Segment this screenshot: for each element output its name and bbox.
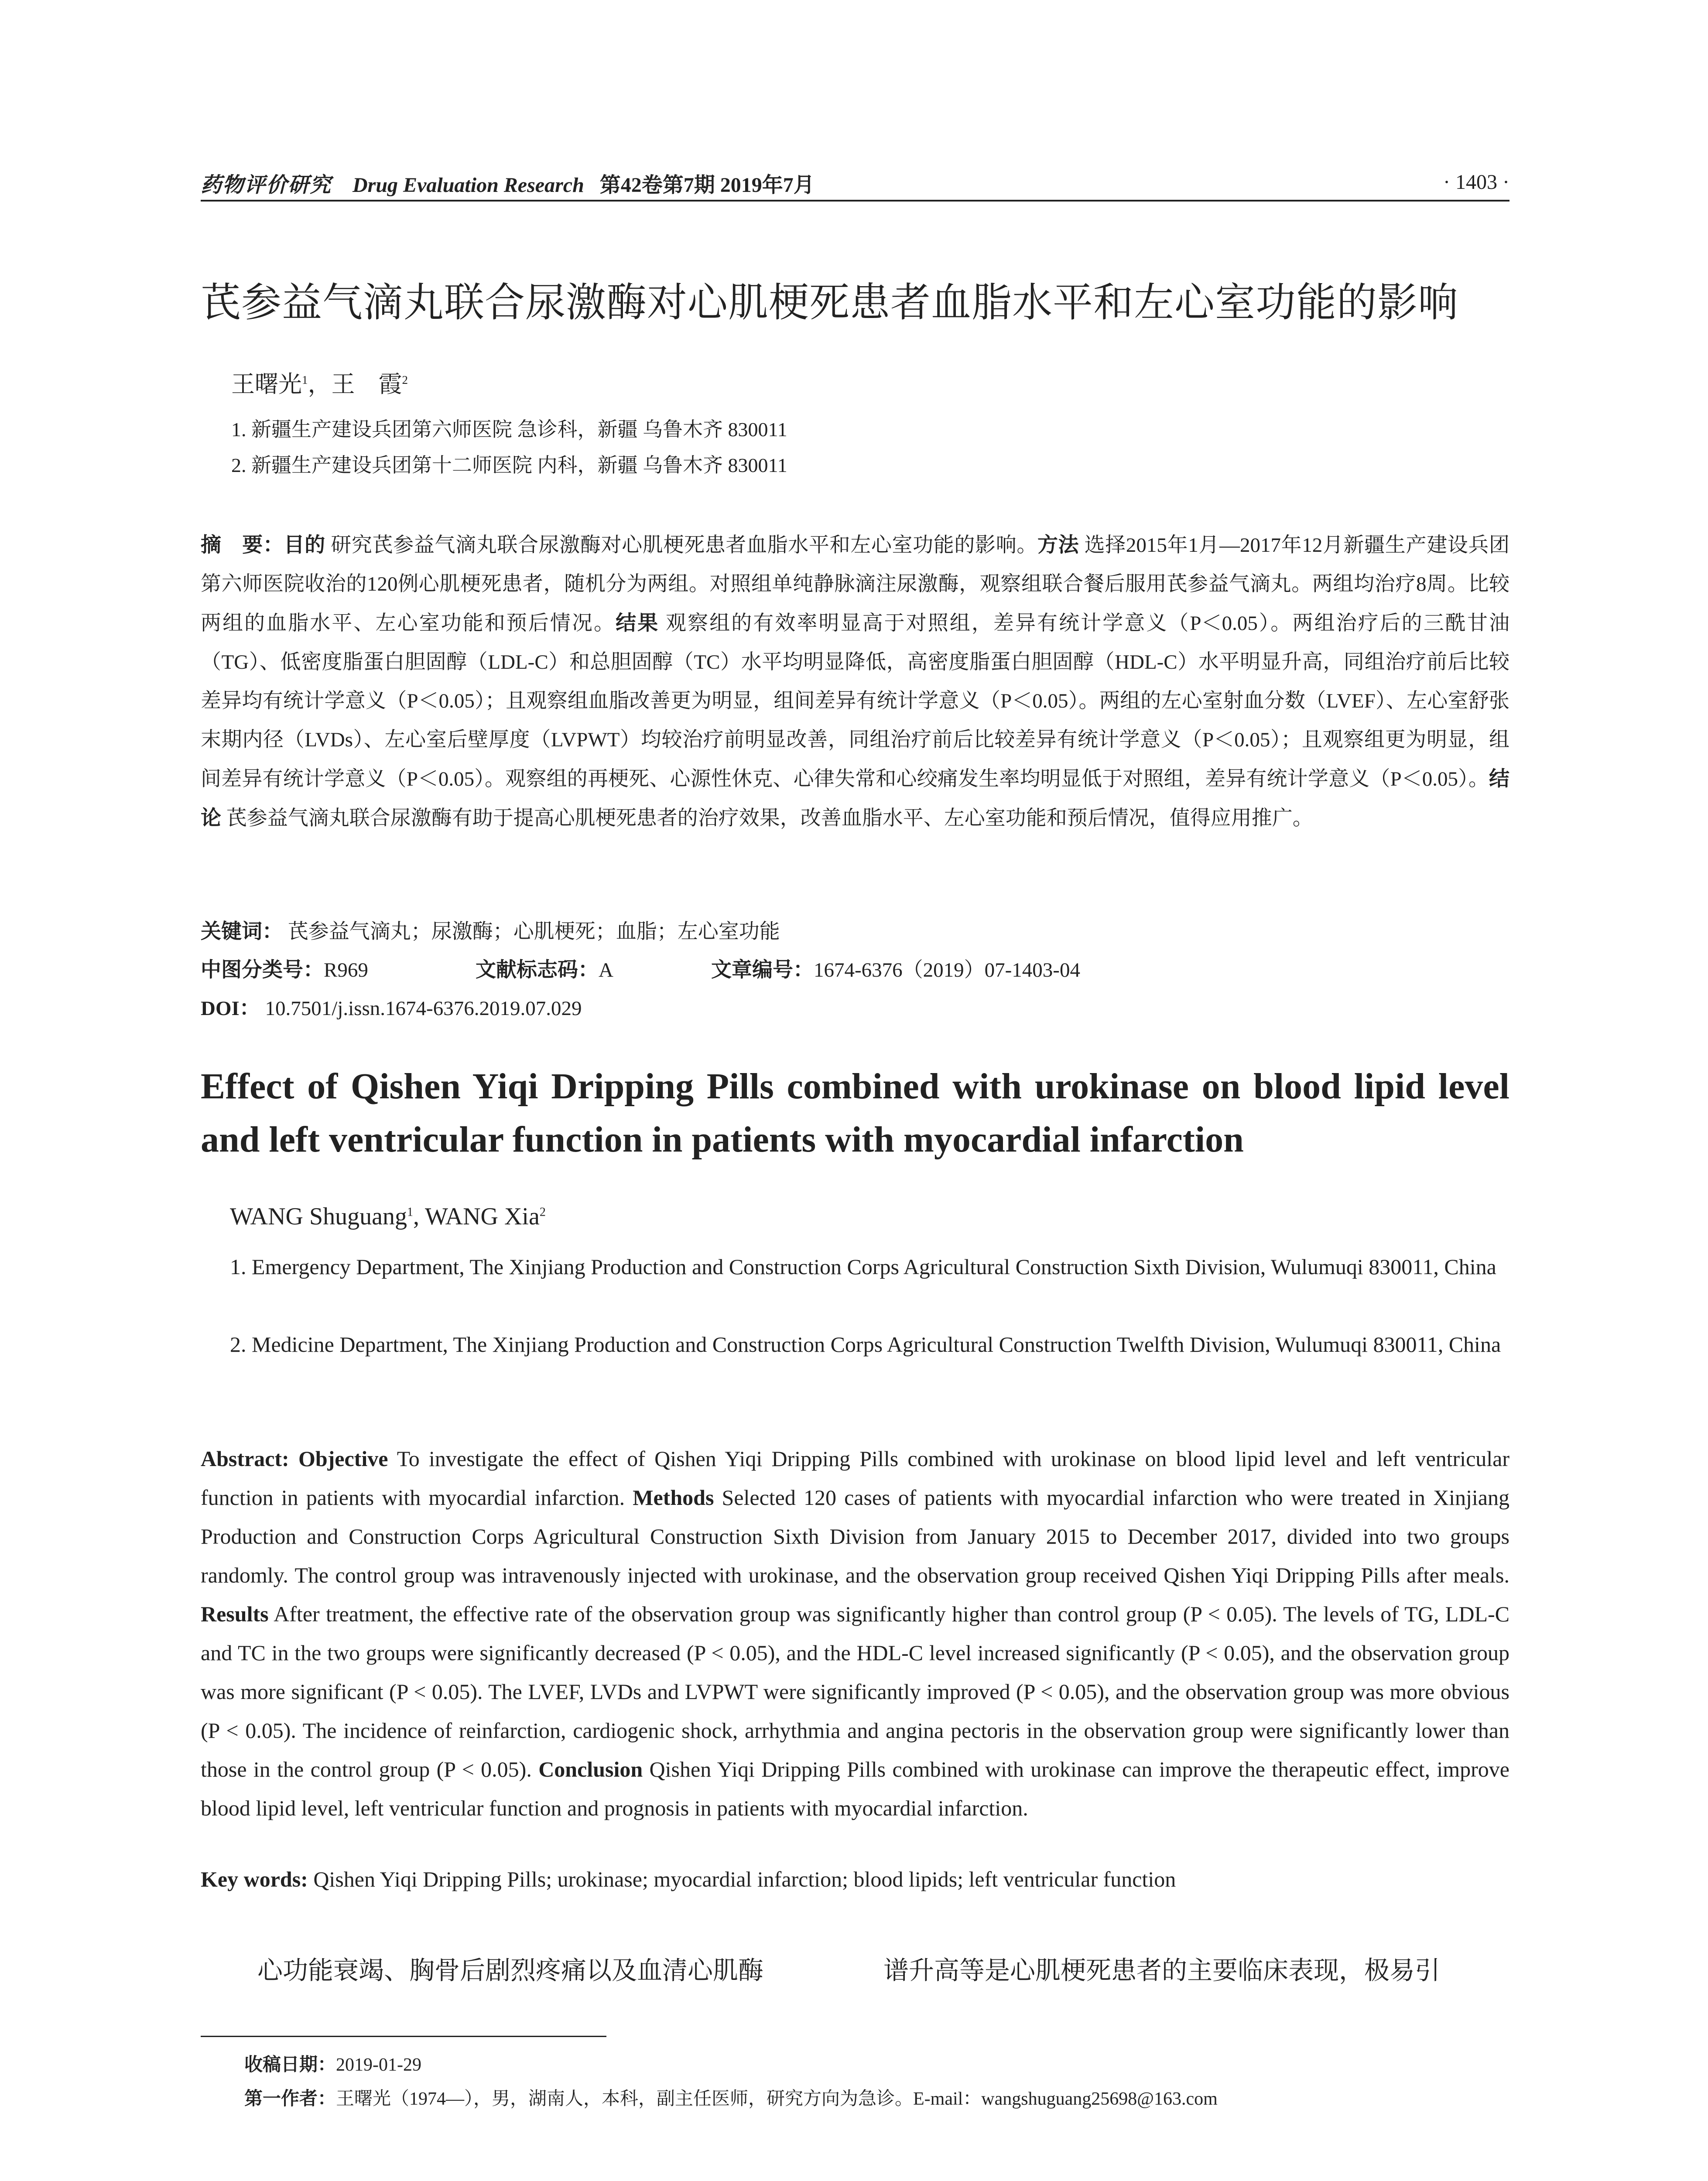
journal-logo: 药物评价研究 — [201, 174, 332, 197]
journal-name: Drug Evaluation Research — [353, 174, 584, 197]
en-methods-text: Selected 120 cases of patients with myocardial infarction who were treated in Xinjiang Production and Construction Corps Agricultural Construction Sixth Division from January 2015 to December 2017, divided into two groups randomly. The control group was intravenously injected with urokinase, and the observation group received Qishen Yiqi Dripping Pills after meals. — [201, 1485, 1509, 1587]
en-objective-label: Objective — [298, 1446, 388, 1471]
cn-methods-label: 方法 — [1037, 533, 1079, 557]
en-author-1: WANG Shuguang — [230, 1203, 407, 1230]
article-number-value: 1674-6376（2019）07-1403-04 — [814, 959, 1080, 981]
en-author-separator: , — [413, 1203, 425, 1230]
en-conclusion-text: Qishen Yiqi Dripping Pills combined with urokinase can improve the therapeutic effect, improve blood lipid level, left ventricular function and prognosis in patients with myocardial infarction. — [201, 1757, 1509, 1820]
en-methods-label: Methods — [633, 1485, 714, 1510]
doi-label: DOI： — [201, 997, 260, 1020]
received-date — [244, 2050, 421, 2076]
issue-info: 第42卷第7期 2019年7月 — [599, 174, 815, 197]
first-author-note — [244, 2084, 1218, 2110]
cn-keywords-value: 芪参益气滴丸；尿激酶；心肌梗死；血脂；左心室功能 — [288, 920, 780, 943]
en-title: Effect of Qishen Yiqi Dripping Pills combined with urokinase on blood lipid level and left ventricular function in patients with myocardial infarction — [201, 1066, 1509, 1160]
doc-code-value: A — [599, 959, 613, 981]
cn-objective-text: 研究芪参益气滴丸联合尿激酶对心肌梗死患者血脂水平和左心室功能的影响。 — [325, 534, 1037, 557]
doi-value[interactable]: 10.7501/j.issn.1674-6376.2019.07.029 — [265, 997, 582, 1020]
en-results-label: Results — [201, 1602, 269, 1626]
running-header — [201, 168, 1509, 198]
en-author-1-sup: 1 — [407, 1205, 413, 1219]
en-abstract — [201, 1439, 1509, 1828]
received-date-label: 收稿日期： — [244, 2054, 336, 2075]
cn-keywords — [201, 915, 1509, 944]
cn-title: 芪参益气滴丸联合尿激酶对心肌梗死患者血脂水平和左心室功能的影响 — [201, 279, 1459, 326]
en-author-2-sup: 2 — [539, 1205, 546, 1219]
en-abstract-label: Abstract: — [201, 1446, 298, 1471]
cn-affiliation-2: 2. 新疆生产建设兵团第十二师医院 内科，新疆 乌鲁木齐 830011 — [231, 454, 787, 476]
en-keywords-label: Key words: — [201, 1867, 314, 1891]
en-affiliation-2: 2. Medicine Department, The Xinjiang Production and Construction Corps Agricultural Construction Twelfth Division, Wulumuqi 830011, China — [230, 1332, 1501, 1357]
cn-affiliation-1: 1. 新疆生产建设兵团第六师医院 急诊科，新疆 乌鲁木齐 830011 — [231, 418, 787, 441]
doc-code-label: 文献标志码： — [476, 958, 599, 982]
cn-keywords-label: 关键词： — [201, 920, 283, 944]
cn-author-separator: ， — [308, 371, 332, 397]
en-conclusion-label: Conclusion — [538, 1757, 643, 1781]
cn-abstract-label: 摘 要： — [201, 533, 284, 557]
cn-classification — [201, 954, 1509, 983]
doi-line — [201, 992, 1509, 1021]
cn-objective-label: 目的 — [284, 533, 325, 557]
first-author-label: 第一作者： — [244, 2088, 336, 2109]
body-text-right-column: 谱升高等是心肌梗死患者的主要临床表现，极易引 — [883, 1956, 1441, 1985]
body-text-left-column: 心功能衰竭、胸骨后剧烈疼痛以及血清心肌酶 — [257, 1956, 764, 1985]
clc-label: 中图分类号： — [201, 958, 324, 982]
en-results-text: After treatment, the effective rate of the observation group was significantly higher than control group (P < 0.05). The levels of TG, LDL-C and TC in the two groups were significantly decreased (P < 0.05), and the HDL-C level increased significantly (P < 0.05), and the observation group was more significant (P < 0.05). The LVEF, LVDs and LVPWT were significantly improved (P < 0.05), and the observation group was more obvious (P < 0.05). The incidence of reinfarction, cardiogenic shock, arrhythmia and angina pectoris in the observation group were significantly lower than those in the control group (P < 0.05). — [201, 1602, 1509, 1781]
en-objective-text: To investigate the effect of Qishen Yiqi Dripping Pills combined with urokinase on blood lipid level and left ventricular function in patients with myocardial infarction. — [201, 1446, 1509, 1510]
article-number-label: 文章编号： — [711, 958, 814, 982]
en-keywords — [201, 1866, 1509, 1892]
en-authors — [230, 1203, 546, 1231]
cn-results-label: 结果 — [616, 611, 660, 635]
cn-authors — [231, 366, 408, 399]
cn-methods-text: 选择2015年1月—2017年12月新疆生产建设兵团第六师医院收治的120例心肌梗死患者，随机分为两组。对照组单纯静脉滴注尿激酶，观察组联合餐后服用芪参益气滴丸。两组均治疗8周。比较两组的血脂水平、左心室功能和预后情况。 — [201, 534, 1510, 635]
cn-conclusion-label: 结论 — [201, 767, 1509, 830]
first-author-value: 王曙光（1974—），男，湖南人，本科，副主任医师，研究方向为急诊。E-mail：wangshuguang25698@163.com — [336, 2089, 1218, 2109]
cn-results-text: 观察组的有效率明显高于对照组，差异有统计学意义（P＜0.05）。两组治疗后的三酰甘油（TG）、低密度脂蛋白胆固醇（LDL-C）和总胆固醇（TC）水平均明显降低，高密度脂蛋白胆固醇（HDL-C）水平明显升高，同组治疗前后比较差异均有统计学意义（P＜0.05）；且观察组血脂改善更为明显，组间差异有统计学意义（P＜0.05）。两组的左心室射血分数（LVEF）、左心室舒张末期内径（LVDs）、左心室后壁厚度（LVPWT）均较治疗前明显改善，同组治疗前后比较差异有统计学意义（P＜0.05）；且观察组更为明显，组间差异有统计学意义（P＜0.05）。观察组的再梗死、心源性休克、心律失常和心绞痛发生率均明显低于对照组，差异有统计学意义（P＜0.05）。 — [201, 612, 1510, 790]
cn-abstract — [201, 526, 1509, 838]
cn-author-2-sup: 2 — [402, 373, 408, 386]
en-affiliation-1: 1. Emergency Department, The Xinjiang Production and Construction Corps Agricultural Construction Sixth Division, Wulumuqi 830011, China — [230, 1255, 1496, 1279]
clc-value: R969 — [324, 959, 368, 981]
cn-conclusion-text: 芪参益气滴丸联合尿激酶有助于提高心肌梗死患者的治疗效果，改善血脂水平、左心室功能和预后情况，值得应用推广。 — [221, 807, 1313, 830]
cn-author-1: 王曙光 — [231, 371, 302, 397]
cn-author-2: 王 霞 — [331, 371, 402, 397]
cn-author-1-sup: 1 — [302, 373, 308, 386]
header-rule — [201, 200, 1509, 202]
en-keywords-value: Qishen Yiqi Dripping Pills; urokinase; myocardial infarction; blood lipids; left ventricular function — [313, 1867, 1176, 1891]
footnote-rule — [201, 2036, 606, 2037]
page-number: · 1403 · — [1443, 171, 1509, 194]
received-date-value: 2019-01-29 — [336, 2055, 421, 2075]
en-author-2: WANG Xia — [424, 1203, 540, 1230]
